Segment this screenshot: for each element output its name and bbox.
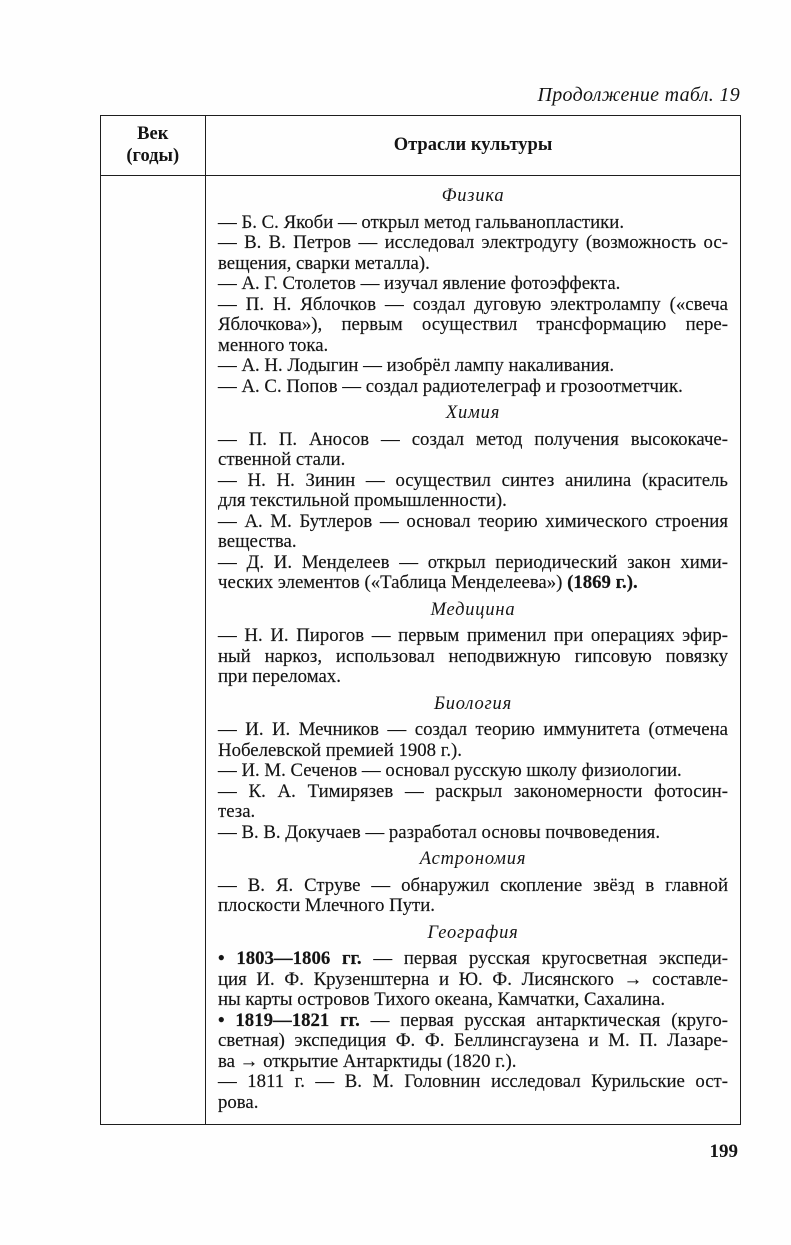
culture-cell xyxy=(206,176,740,1113)
text-line xyxy=(218,573,728,594)
paragraph xyxy=(218,876,728,917)
text-line: плоскости Млечного Пути. xyxy=(218,895,435,916)
text-line: — П. П. Аносов — создал метод получения высококаче- xyxy=(218,428,728,450)
section-medicine xyxy=(218,600,728,688)
text-line xyxy=(218,1011,728,1032)
section-title: Астрономия xyxy=(419,849,527,869)
table-header-row xyxy=(101,116,740,176)
text-run: — первая русская антарктическая (круго- xyxy=(359,1009,728,1031)
paragraph xyxy=(218,1072,728,1113)
section-physics xyxy=(218,186,728,397)
bold-text: • 1819—1821 гг. xyxy=(218,1009,360,1031)
text-line: для текстильной промышленности). xyxy=(218,490,507,511)
page-number: 199 xyxy=(709,1141,738,1162)
running-head: Продолжение табл. 19 xyxy=(537,84,740,106)
paragraph xyxy=(218,949,728,1011)
section-title: Биология xyxy=(434,693,512,714)
paragraph xyxy=(218,553,728,594)
text-line: — В. В. Докучаев — разработал основы почвоведения. xyxy=(218,821,661,843)
text-line: — В. Я. Струве — обнаружил скопление звёзд в главной xyxy=(218,874,728,896)
paragraph xyxy=(218,720,728,761)
bold-text: • 1803—1806 гг. xyxy=(218,948,362,969)
years-cell xyxy=(101,176,205,1124)
text-line: светная) экспедиция Ф. Ф. Беллинсгаузена и М. П. Лазаре- xyxy=(218,1030,728,1051)
text-line: теза. xyxy=(218,801,256,822)
text-line: — И. М. Сеченов — основал русскую школу физиологии. xyxy=(218,760,682,781)
header-years-label: (годы) xyxy=(126,146,180,167)
text-line: ция И. Ф. Крузенштерна и Ю. Ф. Лисянского → составле- xyxy=(218,968,728,990)
text-line: — К. А. Тимирязев — раскрыл закономерности фотосин- xyxy=(218,780,728,802)
text-line: Яблочкова»), первым осуществил трансформацию пере- xyxy=(218,314,728,335)
header-century-cell xyxy=(101,116,205,175)
text-line: — А. С. Попов — создал радиотелеграф и грозоотметчик. xyxy=(218,375,683,397)
text-line: вещения, сварки металла). xyxy=(218,252,430,274)
text-line: — Д. И. Менделеев — открыл периодический закон хими- xyxy=(218,551,728,573)
paragraph xyxy=(218,626,728,688)
text-line: — Б. С. Якоби — открыл метод гальванопластики. xyxy=(218,211,625,233)
section-title: Медицина xyxy=(430,599,516,620)
bold-text: (1869 г.). xyxy=(567,572,638,593)
header-century-label: Век xyxy=(137,124,169,145)
paragraph xyxy=(218,823,728,844)
paragraph xyxy=(218,356,728,377)
text-line: — Н. И. Пирогов — первым применил при операциях эфир- xyxy=(218,625,728,646)
text-line: — А. Г. Столетов — изучал явление фотоэффекта. xyxy=(218,273,621,294)
paragraph xyxy=(218,471,728,512)
section-title: Химия xyxy=(445,403,501,423)
section-title: География xyxy=(427,922,519,943)
paragraph xyxy=(218,512,728,553)
text-line: вещества. xyxy=(218,531,297,552)
text-line: — А. М. Бутлеров — основал теорию химического строения xyxy=(218,510,728,532)
section-title: Физика xyxy=(441,186,505,206)
text-line: ный наркоз, использовал неподвижную гипсовую повязку xyxy=(218,645,728,667)
culture-table xyxy=(100,115,741,1125)
paragraph xyxy=(218,213,728,234)
text-line: — И. И. Мечников — создал теорию иммунитета (отмечена xyxy=(218,719,728,740)
paragraph xyxy=(218,295,728,357)
section-astronomy xyxy=(218,849,728,917)
text-line: ственной стали. xyxy=(218,449,346,470)
paragraph xyxy=(218,274,728,295)
text-line: ва → открытие Антарктиды (1820 г.). xyxy=(218,1050,517,1072)
text-line: Нобелевской премией 1908 г.). xyxy=(218,739,462,761)
text-line: рова. xyxy=(218,1091,259,1113)
text-line: менного тока. xyxy=(218,334,329,356)
header-culture-branches: Отрасли культуры xyxy=(393,135,553,156)
text-line: — В. В. Петров — исследовал электродугу (возможность ос- xyxy=(218,232,728,253)
section-chemistry xyxy=(218,403,728,594)
paragraph xyxy=(218,430,728,471)
text-line: — 1811 г. — В. М. Головнин исследовал Курильские ост- xyxy=(218,1071,728,1092)
paragraph xyxy=(218,1011,728,1073)
text-line: при переломах. xyxy=(218,666,341,687)
text-line: — А. Н. Лодыгин — изобрёл лампу накаливания. xyxy=(218,355,615,376)
text-run: ческих элементов («Таблица Менделеева») xyxy=(218,572,568,593)
paragraph xyxy=(218,782,728,823)
section-geography xyxy=(218,923,728,1114)
text-line xyxy=(218,949,728,970)
text-line: — П. Н. Яблочков — создал дуговую электролампу («свеча xyxy=(218,293,728,315)
paragraph xyxy=(218,233,728,274)
text-run: — первая русская кругосветная экспеди- xyxy=(361,948,728,969)
paragraph xyxy=(218,377,728,398)
text-line: ны карты островов Тихого океана, Камчатки, Сахалина. xyxy=(218,989,666,1010)
paragraph xyxy=(218,761,728,782)
text-line: — Н. Н. Зинин — осуществил синтез анилина (краситель xyxy=(218,469,728,491)
section-biology xyxy=(218,694,728,844)
